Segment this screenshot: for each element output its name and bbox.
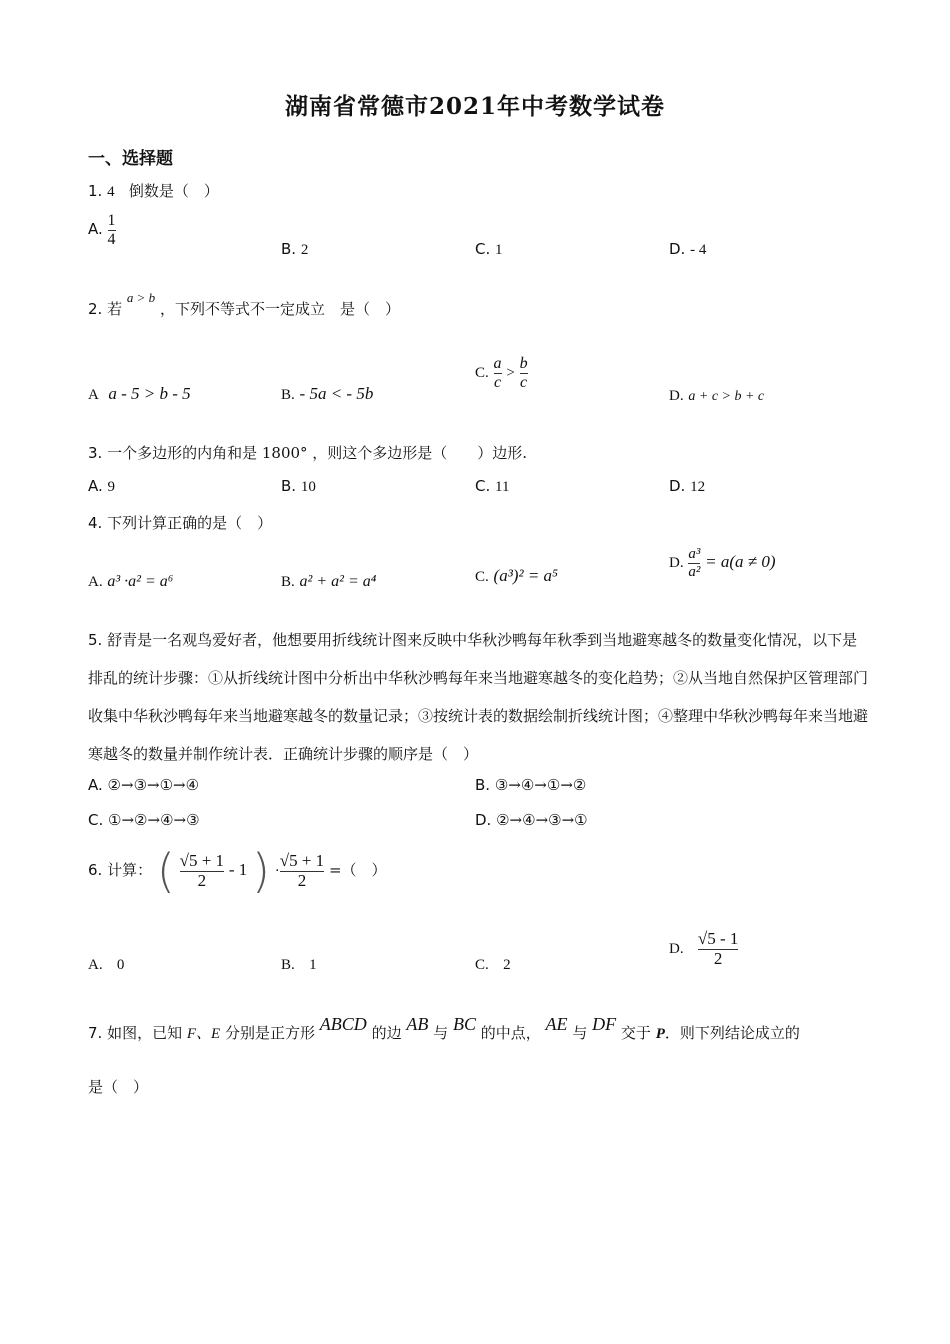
option-value: 2 [300, 242, 309, 258]
option-c [88, 811, 200, 829]
option-b [281, 572, 376, 591]
question-3 [88, 442, 527, 463]
fraction [520, 355, 528, 391]
question-7-line-2: 是（ ） [88, 1078, 149, 1096]
question-2 [88, 290, 400, 319]
option-label: C. [475, 240, 491, 258]
section-heading: 一、选择题 [88, 149, 173, 169]
fraction [494, 355, 502, 391]
option-value: a - 5 > b - 5 [108, 384, 191, 403]
option-label: D. [669, 477, 686, 495]
option-value: 1 [309, 957, 317, 973]
option-label: D. [669, 941, 684, 958]
denominator: 2 [698, 949, 739, 969]
option-value: ②→③→①→④ [107, 776, 200, 794]
option-label: B. [475, 776, 491, 794]
right-paren: ) [252, 844, 270, 898]
question-4 [88, 512, 272, 533]
option-c [475, 477, 509, 496]
numerator: a [493, 355, 502, 372]
option-label: B. [281, 240, 297, 258]
question-number: 2. [88, 300, 103, 318]
denominator: 2 [180, 871, 224, 891]
math-term: AE [545, 1014, 568, 1034]
option-label: D. [669, 240, 686, 258]
option-label: B. [281, 957, 295, 973]
option-c [475, 955, 511, 974]
option-value: a³ ·a² = a⁶ [107, 573, 174, 590]
question-text: 一个多边形的内角和是 1800° ，则这个多边形是（ ）边形. [107, 444, 528, 462]
option-b [281, 240, 308, 259]
option-value: = a(a ≠ 0) [705, 552, 776, 571]
option-value: ①→②→④→③ [108, 811, 200, 829]
question-number: 1. [88, 182, 103, 200]
fraction [698, 930, 739, 968]
option-label: A. [88, 477, 103, 495]
question-number: 6. [88, 861, 103, 879]
question-number-value: 4 [107, 184, 115, 200]
operator: > [506, 365, 515, 382]
question-text: 与 [572, 1024, 588, 1042]
option-b [281, 384, 373, 404]
question-text: 的中点， [480, 1024, 541, 1042]
option-value: 9 [107, 479, 116, 495]
question-text: 倒数是（ ） [128, 182, 219, 200]
numerator: a³ [688, 546, 701, 562]
option-label: C. [475, 957, 489, 973]
option-b [281, 955, 317, 974]
option-value: a² + a² = a⁴ [299, 573, 377, 590]
fraction [108, 212, 116, 248]
math-term: DF [592, 1014, 617, 1034]
math-term: BC [452, 1014, 476, 1034]
question-number: 5. [88, 631, 103, 649]
option-label: C. [475, 477, 491, 495]
numerator: 1 [107, 212, 116, 229]
option-label: A [88, 387, 99, 403]
option-a [88, 776, 199, 794]
condition: a > b [126, 290, 156, 305]
option-value: 2 [503, 957, 511, 973]
option-a [88, 384, 191, 404]
numerator: √5 + 1 [179, 850, 225, 870]
option-value: ②→④→③→① [496, 811, 588, 829]
option-d [669, 386, 764, 405]
question-text: 与 [433, 1024, 449, 1042]
question-1 [88, 180, 219, 201]
page-title: 湖南省常德市2021年中考数学试卷 [284, 93, 665, 120]
math-term: F、E [186, 1026, 221, 1042]
fraction [180, 852, 224, 890]
option-value: 1 [495, 242, 503, 258]
option-d [669, 546, 776, 580]
math-term: P [655, 1026, 665, 1042]
option-label: C. [88, 811, 104, 829]
denominator: 2 [280, 871, 324, 891]
question-7 [88, 1014, 800, 1043]
question-text: 下列计算正确的是（ ） [107, 514, 273, 532]
question-number: 7. [88, 1024, 103, 1042]
option-b [281, 477, 316, 496]
math-term: AB [406, 1014, 429, 1034]
option-a [88, 212, 116, 248]
option-value: 11 [495, 479, 510, 495]
question-text: 若 [107, 300, 123, 318]
option-b [475, 776, 586, 794]
option-d [475, 811, 588, 829]
option-label: A. [88, 957, 103, 973]
question-text: 计算： [107, 861, 153, 879]
option-c [475, 566, 558, 586]
option-a [88, 477, 115, 496]
question-5 [88, 621, 868, 773]
option-value: - 4 [690, 242, 707, 258]
option-label: C. [475, 365, 489, 382]
option-label: D. [475, 811, 492, 829]
option-value: 0 [116, 957, 125, 973]
question-text: ．则下列结论成立的 [664, 1024, 800, 1042]
question-text: 分别是正方形 [225, 1024, 316, 1042]
question-text: 的边 [371, 1024, 402, 1042]
denominator: c [520, 373, 528, 391]
question-text: =（ ） [328, 861, 387, 879]
denominator: 4 [107, 230, 116, 248]
option-value: a + c > b + c [688, 389, 765, 404]
option-label: C. [475, 569, 489, 585]
question-text: 如图，已知 [107, 1024, 183, 1042]
fraction [280, 852, 324, 890]
math-term: ABCD [319, 1014, 367, 1034]
option-label: A. [88, 776, 103, 794]
option-label: B. [281, 477, 297, 495]
operator: - 1 [228, 860, 248, 879]
option-label: D. [669, 555, 684, 571]
option-label: D. [669, 388, 684, 404]
numerator: √5 + 1 [279, 850, 325, 870]
option-value: - 5a < - 5b [299, 384, 374, 403]
option-d [669, 240, 706, 259]
question-6: 6. 计算： ( $\frac{√5 + 1}{2}$ - 1 ) · $\frac{√5 + 1}{2}$ =（ ） [88, 844, 387, 898]
option-label: A. [88, 574, 103, 590]
question-number: 4. [88, 514, 103, 532]
denominator: a² [688, 563, 701, 580]
option-c [475, 355, 528, 391]
option-value: (a³)² = a⁵ [493, 566, 558, 585]
option-label: B. [281, 387, 295, 403]
question-text: 舒青是一名观鸟爱好者，他想要用折线统计图来反映中华秋沙鸭每年秋季到当地避寒越冬的数量变化情况，以下是排乱的统计步骤：①从折线统计图中分析出中华秋沙鸭每年来当地避寒越冬的变化趋势；②从当地自然保护区管理部门收集中华秋沙鸭每年来当地避寒越冬的数量记录；③按统计表的数据绘制折线统计图；④整理中华秋沙鸭每年来当地避寒越冬的数量并制作统计表．正确统计步骤的顺序是（ ） [88, 631, 869, 763]
numerator: √5 - 1 [697, 929, 739, 948]
option-a [88, 572, 173, 591]
option-label: A. [88, 220, 103, 239]
question-number: 3. [88, 444, 103, 462]
option-a [88, 955, 124, 974]
option-value: ③→④→①→② [494, 776, 587, 794]
option-d [669, 477, 705, 496]
left-paren: ( [156, 844, 175, 898]
option-value: 10 [300, 479, 316, 495]
numerator: b [519, 355, 528, 372]
option-label: B. [281, 574, 295, 590]
question-text: 交于 [620, 1024, 651, 1042]
question-text: ，下列不等式不一定成立 是（ ） [159, 300, 400, 318]
fraction [688, 546, 700, 580]
option-d [669, 930, 738, 968]
option-value: 12 [690, 479, 706, 495]
denominator: c [493, 373, 502, 391]
option-c [475, 240, 503, 259]
